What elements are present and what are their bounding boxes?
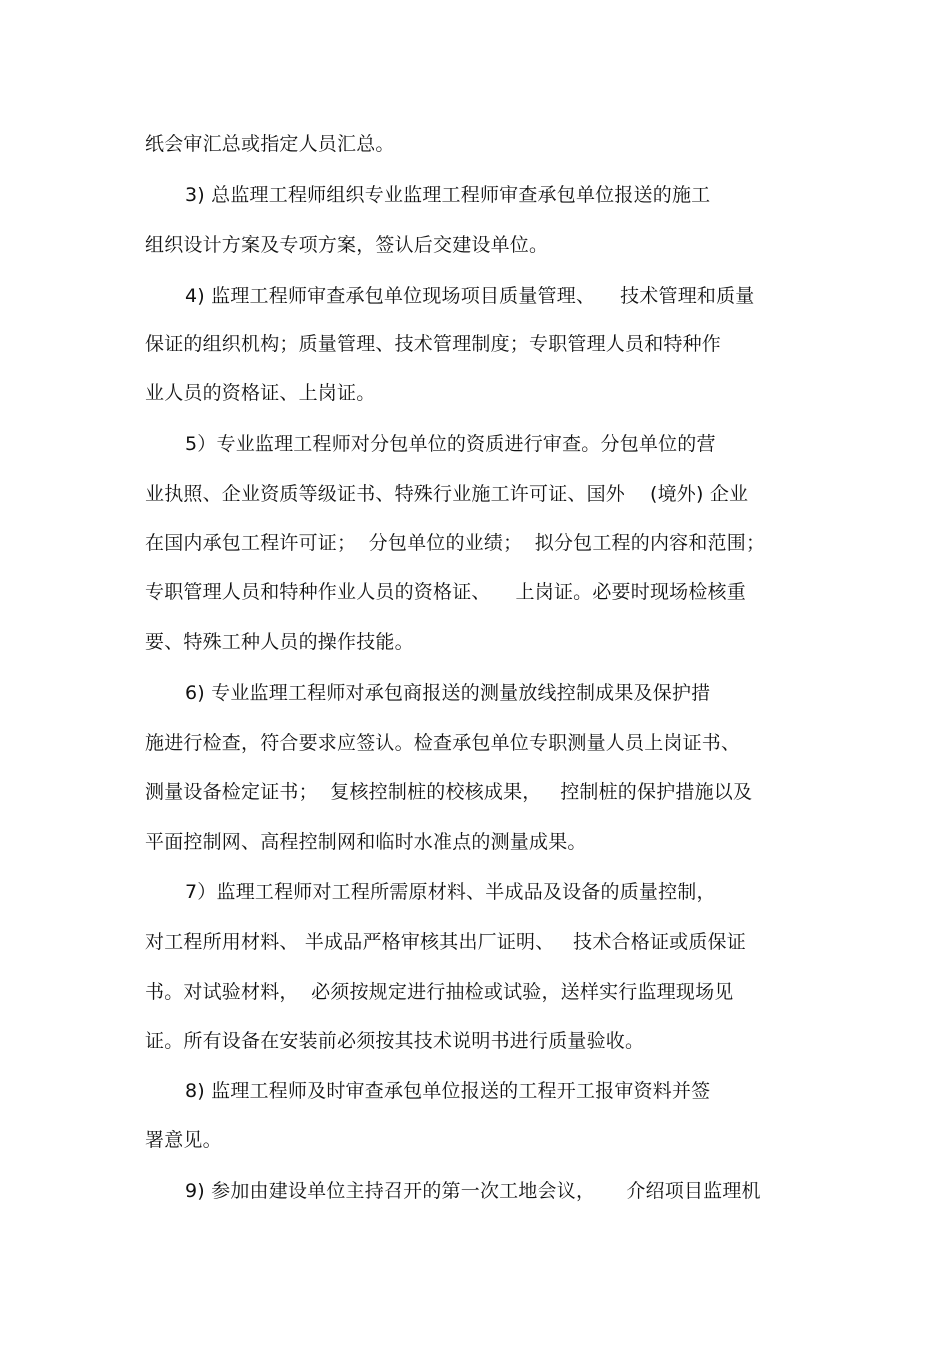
text-line: 保证的组织机构；质量管理、技术管理制度；专职管理人员和特种作 (145, 333, 722, 355)
text-line: 业人员的资格证、上岗证。 (145, 382, 376, 404)
list-item-7: 7）监理工程师对工程所需原材料、半成品及设备的质量控制， (185, 881, 716, 903)
text-line: 在国内承包工程许可证； 分包单位的业绩； 拟分包工程的内容和范围； (145, 532, 766, 554)
list-item-5: 5）专业监理工程师对分包单位的资质进行审查。分包单位的营 (185, 433, 716, 455)
text-line: 组织设计方案及专项方案，签认后交建设单位。 (145, 234, 549, 256)
list-item-6: 6) 专业监理工程师对承包商报送的测量放线控制成果及保护措 (185, 682, 711, 704)
text-line: 平面控制网、高程控制网和临时水准点的测量成果。 (145, 831, 587, 853)
list-item-4: 4) 监理工程师审查承包单位现场项目质量管理、 技术管理和质量 (185, 285, 755, 307)
text-line: 书。对试验材料， 必须按规定进行抽检或试验，送样实行监理现场见 (145, 981, 734, 1003)
text-line: 纸会审汇总或指定人员汇总。 (145, 133, 395, 155)
text-line: 施进行检查，符合要求应签认。检查承包单位专职测量人员上岗证书、 (145, 732, 741, 754)
list-item-3: 3) 总监理工程师组织专业监理工程师审查承包单位报送的施工 (185, 184, 711, 206)
text-line: 测量设备检定证书； 复核控制桩的校核成果， 控制桩的保护措施以及 (145, 781, 753, 803)
text-line: 要、特殊工种人员的操作技能。 (145, 631, 414, 653)
text-line: 对工程所用材料、 半成品严格审核其出厂证明、 技术合格证或质保证 (145, 931, 746, 953)
text-line: 专职管理人员和特种作业人员的资格证、 上岗证。必要时现场检核重 (145, 581, 746, 603)
text-line: 业执照、企业资质等级证书、特殊行业施工许可证、国外 (境外) 企业 (145, 483, 749, 505)
text-line: 署意见。 (145, 1129, 222, 1151)
list-item-8: 8) 监理工程师及时审查承包单位报送的工程开工报审资料并签 (185, 1080, 711, 1102)
list-item-9: 9) 参加由建设单位主持召开的第一次工地会议， 介绍项目监理机 (185, 1180, 761, 1202)
text-line: 证。所有设备在安装前必须按其技术说明书进行质量验收。 (145, 1030, 645, 1052)
